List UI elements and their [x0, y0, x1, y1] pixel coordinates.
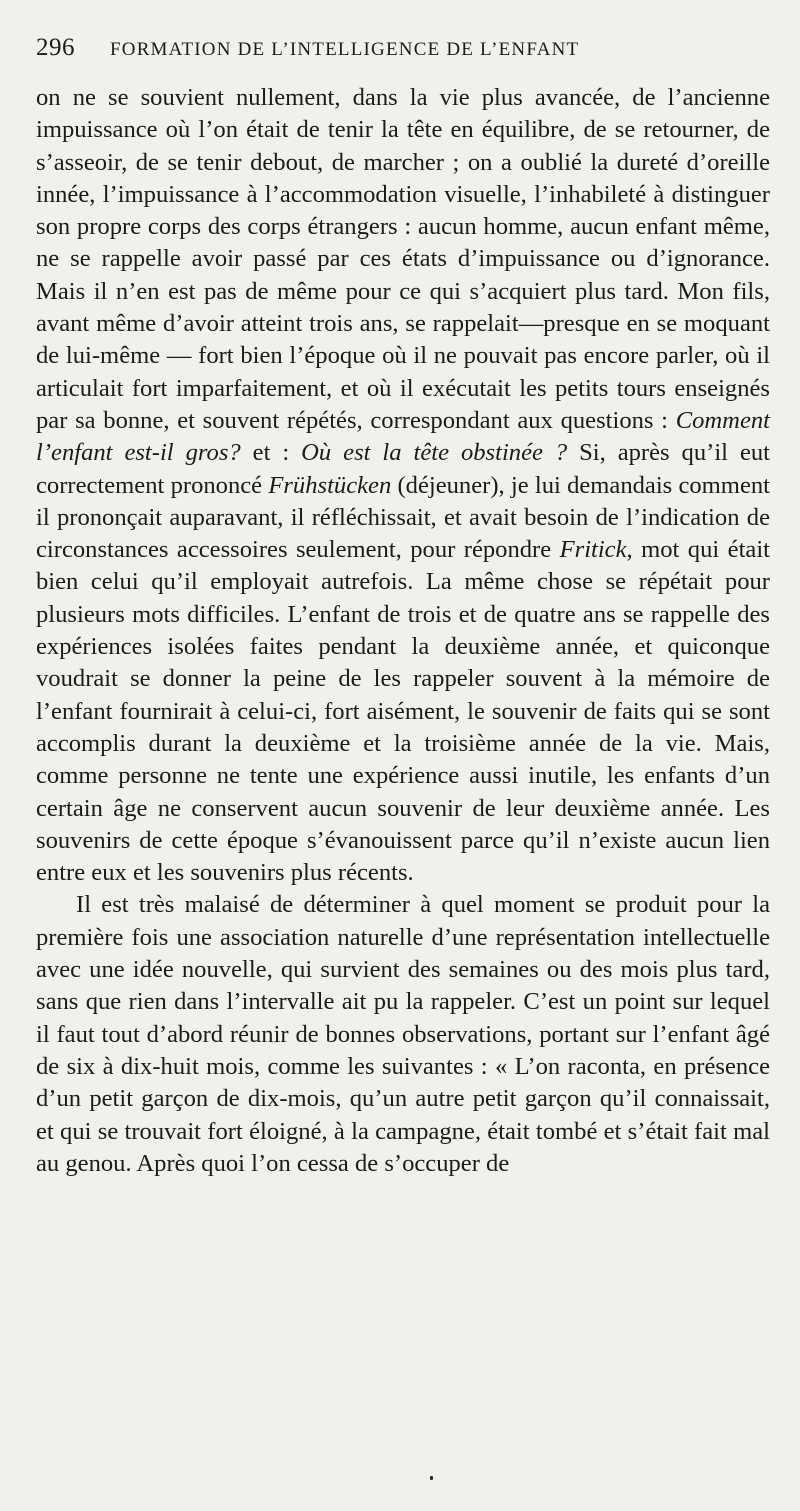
italic-text-run: Comment l’enfant est-il gros? [36, 406, 770, 467]
italic-text-run: Frühstücken [268, 471, 392, 499]
body-text [36, 82, 770, 1180]
print-speck [430, 1476, 433, 1480]
text-run: (déjeuner), je lui demandais comment il prononçait auparavant, il réfléchissait, et avait besoin de l’indication de circonstances accessoires seulement, pour répondre [36, 471, 770, 564]
paragraph [36, 889, 770, 1180]
italic-text-run: Où est la tête obstinée ? [301, 439, 568, 467]
text-run: Si, après qu’il eut correctement prononcé [36, 439, 770, 499]
running-head [36, 34, 770, 74]
paragraph [36, 82, 770, 889]
text-run: mot qui était bien celui qu’il employait autrefois. La même chose se répétait pour plusieurs mots difficiles. L’enfant de trois et de quatre ans se rappelle des expériences isolées faites pendant la deuxième année, et quiconque voudrait se donner la peine de les rappeler souvent à la mémoire de l’enfant fournirait à celui-ci, fort aisément, le souvenir de faits qui se sont accomplis durant la deuxième et la troisième année de la vie. Mais, comme personne ne tente une expérience aussi inutile, les enfants d’un certain âge ne conservent aucun souvenir de leur deuxième année. Les souvenirs de cette époque s’évanouissent parce qu’il n’existe aucun lien entre eux et les souvenirs plus récents. [36, 536, 770, 887]
text-run: on ne se souvient nullement, dans la vie plus avancée, de l’ancienne impuissance où l’on était de tenir la tête en équilibre, de se retourner, de s’asseoir, de se tenir debout, de marcher ; on a oublié la dureté d’oreille innée, l’impuissance à l’accommodation visuelle, l’inhabileté à distinguer son propre corps des corps étrangers : aucun homme, aucun enfant même, ne se rappelle avoir passé par ces états d’impuissance ou d’ignorance. Mais il n’en est pas de même pour ce qui s’acquiert plus tard. Mon fils, avant même d’avoir atteint trois ans, se rappelait—presque en se moquant de lui-même — fort bien l’époque où il ne pouvait pas encore parler, où il articulait fort imparfaitement, et où il exécutait les petits tours enseignés par sa bonne, et souvent répétés, correspondant aux questions : [36, 84, 770, 434]
text-run: Il est très malaisé de déterminer à quel moment se produit pour la première fois une association naturelle d’une représentation intellectuelle avec une idée nouvelle, qui survient des semaines ou des mois plus tard, sans que rien dans l’intervalle ait pu la rappeler. C’est un point sur lequel il faut tout d’abord réunir de bonnes observations, portant sur l’enfant âgé de six à dix-huit mois, comme les suivantes : « L’on raconta, en présence d’un petit garçon de dix-mois, qu’un autre petit garçon qu’il connaissait, et qui se trouvait fort éloigné, à la campagne, était tombé et s’était fait mal au genou. Après quoi l’on cessa de s’occuper de [36, 891, 770, 1177]
italic-text-run: Fritick, [559, 536, 633, 564]
running-title: FORMATION DE L’INTELLIGENCE DE L’ENFANT [110, 39, 580, 60]
page-number: 296 [36, 34, 75, 61]
text-run: et : [240, 439, 302, 467]
